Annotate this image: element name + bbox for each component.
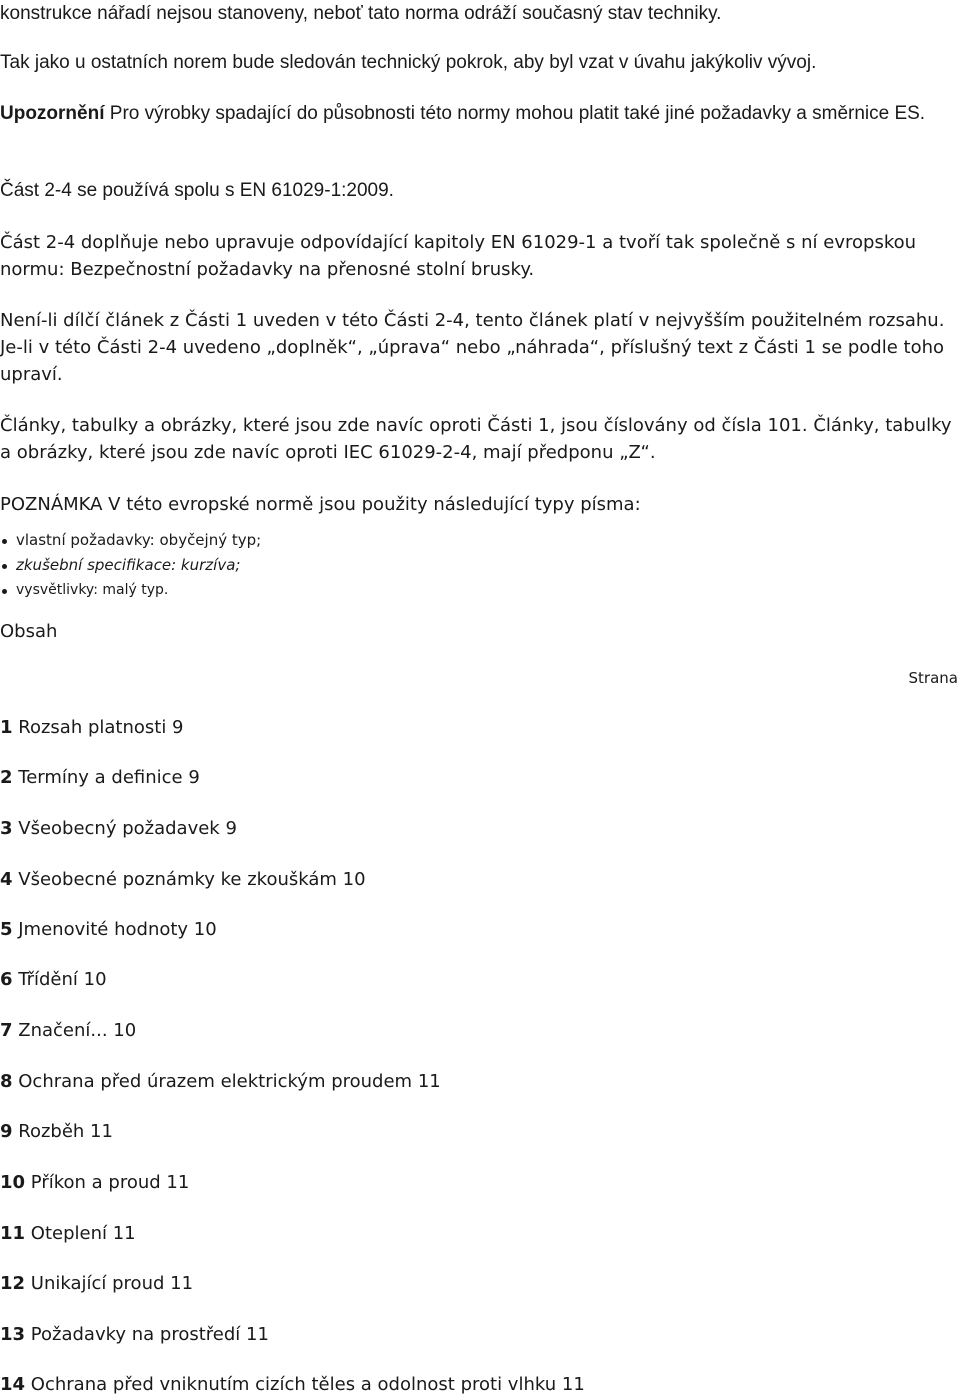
paragraph-text: Tak jako u ostatních norem bude sledován technický pokrok, aby byl vzat v úvahu jakýkoliv vývoj. bbox=[0, 52, 817, 73]
toc-entry[interactable] bbox=[0, 967, 107, 993]
toc-entry-title: Unikající proud 11 bbox=[25, 1273, 194, 1294]
toc-entry[interactable] bbox=[0, 1322, 269, 1348]
paragraph-progress bbox=[0, 49, 960, 76]
toc-entry-number: 14 bbox=[0, 1374, 26, 1395]
toc-page-column-label: Strana bbox=[908, 669, 958, 687]
toc-entry[interactable] bbox=[0, 816, 237, 842]
toc-entry-number: 10 bbox=[0, 1172, 26, 1193]
paragraph-text: Články, tabulky a obrázky, které jsou zde navíc oproti Části 1, jsou číslovány od čísla 101. Články, tabulky a obrázky, které jsou zde navíc oproti IEC 61029-2-4, mají předponu „Z“. bbox=[0, 415, 952, 463]
paragraph-numbering bbox=[0, 412, 960, 466]
toc-entry-number: 12 bbox=[0, 1273, 26, 1294]
toc-entry-title: Termíny a definice 9 bbox=[12, 767, 200, 788]
toc-entry[interactable] bbox=[0, 765, 200, 791]
toc-entry-title: Oteplení 11 bbox=[25, 1223, 136, 1244]
list-item: zkušební specifikace: kurzíva; bbox=[0, 553, 261, 578]
paragraph-text: Část 2-4 se používá spolu s EN 61029-1:2009. bbox=[0, 180, 394, 201]
toc-entry-title: Ochrana před úrazem elektrickým proudem 11 bbox=[12, 1071, 441, 1092]
toc-entry-number: 6 bbox=[0, 969, 13, 990]
toc-entry-title: Třídění 10 bbox=[12, 969, 107, 990]
paragraph-text: Není-li dílčí článek z Části 1 uveden v této Části 2-4, tento článek platí v nejvyšším použitelném rozsahu. bbox=[0, 310, 945, 331]
toc-entry-title: Všeobecný požadavek 9 bbox=[12, 818, 237, 839]
toc-entry-number: 7 bbox=[0, 1020, 13, 1041]
toc-entry-title: Ochrana před vniknutím cizích těles a odolnost proti vlhku 11 bbox=[25, 1374, 585, 1395]
toc-entry-title: Rozsah platnosti 9 bbox=[12, 717, 184, 738]
toc-entry[interactable] bbox=[0, 917, 217, 943]
toc-entry-number: 5 bbox=[0, 919, 13, 940]
toc-entry[interactable] bbox=[0, 1271, 193, 1297]
toc-entry[interactable] bbox=[0, 1119, 113, 1145]
paragraph-text: konstrukce nářadí nejsou stanoveny, neboť tato norma odráží současný stav techniky. bbox=[0, 3, 722, 24]
toc-entry-title: Rozběh 11 bbox=[12, 1121, 113, 1142]
toc-entry[interactable] bbox=[0, 1372, 585, 1398]
toc-entry[interactable] bbox=[0, 715, 184, 741]
note-text: POZNÁMKA V této evropské normě jsou použity následující typy písma: bbox=[0, 494, 641, 515]
toc-entry-title: Všeobecné poznámky ke zkouškám 10 bbox=[12, 869, 366, 890]
paragraph-text: Část 2-4 doplňuje nebo upravuje odpovídající kapitoly EN 61029-1 a tvoří tak společně s ní evropskou normu: Bezpečnostní požadavky na přenosné stolní brusky. bbox=[0, 232, 917, 280]
toc-heading-text: Obsah bbox=[0, 621, 58, 642]
toc-entry[interactable] bbox=[0, 867, 366, 893]
paragraph-subclause bbox=[0, 307, 960, 388]
list-item: vlastní požadavky: obyčejný typ; bbox=[0, 528, 261, 553]
toc-entry-title: Příkon a proud 11 bbox=[25, 1172, 190, 1193]
toc-entry-number: 4 bbox=[0, 869, 13, 890]
paragraph-text: Pro výrobky spadající do působnosti této normy mohou platit také jiné požadavky a směrnice ES. bbox=[104, 103, 926, 124]
toc-entry-title: Značení... 10 bbox=[12, 1020, 137, 1041]
paragraph-text: Je-li v této Části 2-4 uvedeno „doplněk“, „úprava“ nebo „náhrada“, příslušný text z Části 1 se podle toho upraví. bbox=[0, 337, 945, 385]
warning-label: Upozornění bbox=[0, 103, 105, 124]
toc-entry-number: 3 bbox=[0, 818, 13, 839]
toc-entry-title: Jmenovité hodnoty 10 bbox=[12, 919, 217, 940]
paragraph-supplement bbox=[0, 229, 960, 283]
toc-entry[interactable] bbox=[0, 1069, 441, 1095]
typeface-list bbox=[0, 528, 261, 603]
toc-entry-number: 8 bbox=[0, 1071, 13, 1092]
paragraph-usage bbox=[0, 177, 960, 204]
toc-entry[interactable] bbox=[0, 1018, 136, 1044]
toc-entry[interactable] bbox=[0, 1221, 136, 1247]
toc-entry[interactable] bbox=[0, 1170, 189, 1196]
paragraph-warning bbox=[0, 100, 960, 127]
toc-entry-number: 1 bbox=[0, 717, 13, 738]
paragraph-scope-end bbox=[0, 0, 960, 27]
note-typefaces bbox=[0, 491, 960, 518]
toc-heading bbox=[0, 618, 960, 645]
list-item: vysvětlivky: malý typ. bbox=[0, 578, 261, 603]
toc-entry-title: Požadavky na prostředí 11 bbox=[25, 1324, 269, 1345]
toc-entry-number: 9 bbox=[0, 1121, 13, 1142]
toc-entry-number: 13 bbox=[0, 1324, 26, 1345]
toc-entry-number: 2 bbox=[0, 767, 13, 788]
toc-entry-number: 11 bbox=[0, 1223, 26, 1244]
